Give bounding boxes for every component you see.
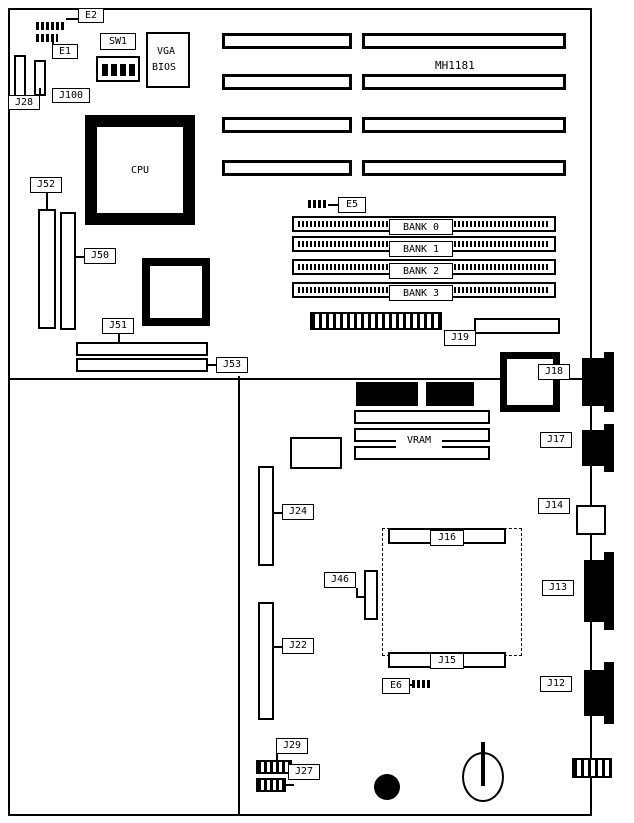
label-bank-1: BANK 1 — [389, 241, 453, 257]
connector-j46 — [364, 570, 378, 620]
port-j14 — [576, 505, 606, 535]
speaker-icon — [374, 774, 400, 800]
pin-header-lower-bank — [310, 312, 442, 330]
expansion-slot-3a — [222, 117, 352, 133]
chipset-chip — [142, 258, 210, 326]
label-j16: J16 — [430, 530, 464, 546]
port-j18-shield — [604, 352, 614, 412]
label-j27: J27 — [288, 764, 320, 780]
e5-lead — [328, 204, 338, 206]
vram-chip-2 — [426, 382, 474, 406]
port-bottom-right-header — [572, 758, 612, 778]
vram-row-3 — [354, 446, 490, 460]
label-j46: J46 — [324, 572, 356, 588]
expansion-slot-4b — [362, 160, 566, 176]
label-j52: J52 — [30, 177, 62, 193]
label-vram: VRAM — [396, 432, 442, 448]
label-j19: J19 — [444, 330, 476, 346]
connector-j51 — [76, 342, 208, 356]
dip-switch-sw1 — [96, 56, 140, 82]
connector-j22 — [258, 602, 274, 720]
misc-chip-left — [290, 437, 342, 469]
cpu-label: CPU — [97, 127, 183, 213]
label-sw1: SW1 — [100, 33, 136, 50]
j51-lead — [118, 334, 120, 342]
label-bank-0: BANK 0 — [389, 219, 453, 235]
expansion-slot-4a — [222, 160, 352, 176]
expansion-slot-2b — [362, 74, 566, 90]
label-j28: J28 — [8, 95, 40, 110]
label-bank-2: BANK 2 — [389, 263, 453, 279]
vga-bios-line1: VGA — [157, 46, 176, 57]
jumper-e5-block — [308, 200, 328, 208]
daughterboard-region — [382, 528, 522, 656]
label-j29: J29 — [276, 738, 308, 754]
label-j15: J15 — [430, 653, 464, 669]
cpu-chip — [85, 115, 195, 225]
vga-bios-line2: BIOS — [152, 62, 177, 73]
io-chip-j18 — [500, 352, 560, 412]
label-j22: J22 — [282, 638, 314, 654]
connector-j53 — [76, 358, 208, 372]
label-j13: J13 — [542, 580, 574, 596]
port-j17-shield — [604, 424, 614, 472]
connector-j50 — [60, 212, 76, 330]
label-e5: E5 — [338, 197, 366, 213]
vram-chip-1 — [356, 382, 418, 406]
j27-lead — [286, 784, 294, 786]
battery-terminal — [481, 742, 485, 786]
port-j12-shield — [604, 662, 614, 724]
expansion-slot-3b — [362, 117, 566, 133]
expansion-slot-1a — [222, 33, 352, 49]
expansion-slot-1b — [362, 33, 566, 49]
label-j24: J24 — [282, 504, 314, 520]
j52-lead — [46, 193, 48, 209]
label-e6: E6 — [382, 678, 410, 694]
board-outline-lower-left — [8, 376, 240, 816]
j100-lead — [39, 88, 41, 94]
jumper-e6-block — [412, 680, 430, 688]
jumper-e1-block — [36, 34, 58, 42]
connector-j19 — [474, 318, 560, 334]
connector-j52 — [38, 209, 56, 329]
label-e1: E1 — [52, 44, 78, 59]
label-j12: J12 — [540, 676, 572, 692]
vga-bios-chip — [146, 32, 190, 88]
label-bank-3: BANK 3 — [389, 285, 453, 301]
connector-j29 — [256, 760, 292, 774]
connector-j24 — [258, 466, 274, 566]
label-j53: J53 — [216, 357, 248, 373]
label-e2: E2 — [78, 8, 104, 23]
connector-j27 — [256, 778, 286, 792]
vram-row-1 — [354, 410, 490, 424]
board-model-label: MH1181 — [435, 59, 475, 72]
port-j13-shield — [604, 552, 614, 630]
label-j100: J100 — [52, 88, 90, 103]
label-j51: J51 — [102, 318, 134, 334]
connector-j28 — [14, 55, 26, 97]
jumper-e2-block — [36, 22, 66, 30]
label-j14: J14 — [538, 498, 570, 514]
label-j50: J50 — [84, 248, 116, 264]
label-j17: J17 — [540, 432, 572, 448]
label-j18: J18 — [538, 364, 570, 380]
expansion-slot-2a — [222, 74, 352, 90]
